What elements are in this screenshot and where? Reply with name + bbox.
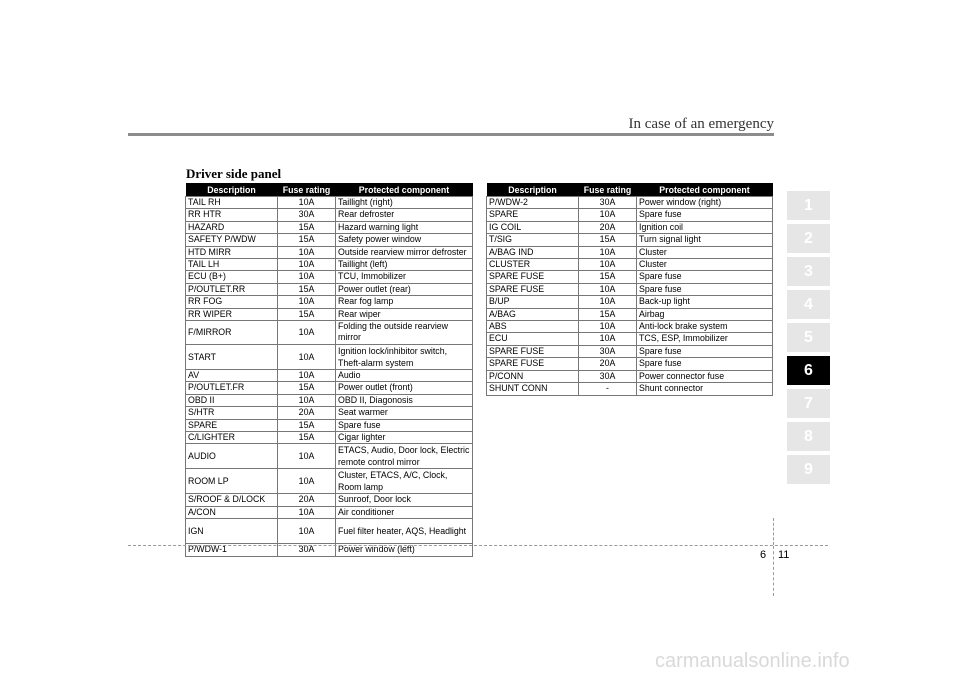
- fuse-rating: 10A: [278, 344, 336, 369]
- table-row: [487, 234, 773, 246]
- fuse-description: SPARE FUSE: [487, 283, 579, 295]
- table-row: [186, 431, 473, 443]
- protected-component: Spare fuse: [637, 209, 773, 221]
- protected-component: Taillight (right): [336, 197, 473, 209]
- fuse-description: CLUSTER: [487, 259, 579, 271]
- footer-vertical-divider-bottom: [773, 546, 774, 596]
- column-header-description: Description: [487, 183, 579, 197]
- table-row: [186, 519, 473, 544]
- fuse-rating: 10A: [278, 259, 336, 271]
- protected-component: Fuel filter heater, AQS, Headlight: [336, 519, 473, 544]
- table-row: [487, 271, 773, 283]
- fuse-description: IGN: [186, 519, 278, 544]
- fuse-description: ABS: [487, 321, 579, 333]
- chapter-tab-2[interactable]: 2: [787, 224, 830, 253]
- fuse-rating: 15A: [278, 308, 336, 320]
- table-row: [487, 283, 773, 295]
- fuse-rating: 10A: [278, 506, 336, 518]
- fuse-rating: 30A: [278, 544, 336, 556]
- column-header-protected-component: Protected component: [336, 183, 473, 197]
- fuse-rating: 15A: [579, 271, 637, 283]
- fuse-rating: 10A: [579, 296, 637, 308]
- fuse-description: IG COIL: [487, 221, 579, 233]
- table-row: [186, 407, 473, 419]
- table-row: [186, 394, 473, 406]
- table-row: [186, 296, 473, 308]
- table-row: [487, 221, 773, 233]
- table-row: [487, 246, 773, 258]
- column-header-description: Description: [186, 183, 278, 197]
- protected-component: Power window (right): [637, 197, 773, 209]
- fuse-rating: 10A: [278, 197, 336, 209]
- chapter-tab-4[interactable]: 4: [787, 290, 830, 319]
- fuse-rating: 20A: [278, 407, 336, 419]
- fuse-description: HAZARD: [186, 221, 278, 233]
- fuse-description: START: [186, 344, 278, 369]
- table-row: [487, 259, 773, 271]
- fuse-rating: 10A: [278, 246, 336, 258]
- table-row: [186, 382, 473, 394]
- table-row: [186, 494, 473, 506]
- fuse-rating: 15A: [278, 431, 336, 443]
- chapter-tab-8[interactable]: 8: [787, 422, 830, 451]
- fuse-rating: 30A: [278, 209, 336, 221]
- fuse-description: A/BAG: [487, 308, 579, 320]
- fuse-description: B/UP: [487, 296, 579, 308]
- footer-divider: [128, 545, 828, 546]
- fuse-description: TAIL RH: [186, 197, 278, 209]
- protected-component: Spare fuse: [637, 283, 773, 295]
- protected-component: Turn signal light: [637, 234, 773, 246]
- table-row: [186, 234, 473, 246]
- fuse-rating: 30A: [579, 370, 637, 382]
- protected-component: Sunroof, Door lock: [336, 494, 473, 506]
- fuse-rating: 10A: [278, 271, 336, 283]
- fuse-description: S/HTR: [186, 407, 278, 419]
- fuse-rating: 10A: [278, 321, 336, 345]
- table-row: [186, 259, 473, 271]
- table-row: [487, 358, 773, 370]
- fuse-rating: 15A: [278, 234, 336, 246]
- fuse-rating: 20A: [278, 494, 336, 506]
- protected-component: Spare fuse: [637, 358, 773, 370]
- fuse-description: ECU: [487, 333, 579, 345]
- fuse-description: OBD II: [186, 394, 278, 406]
- footer-chapter-number: 6: [760, 549, 767, 561]
- fuse-description: C/LIGHTER: [186, 431, 278, 443]
- protected-component: Shunt connector: [637, 383, 773, 395]
- fuse-description: A/CON: [186, 506, 278, 518]
- table-row: [487, 321, 773, 333]
- fuse-rating: 15A: [579, 308, 637, 320]
- table-row: [186, 246, 473, 258]
- fuse-rating: -: [579, 383, 637, 395]
- fuse-rating: 10A: [579, 209, 637, 221]
- watermark: carmanualsonline.info: [655, 650, 850, 672]
- table-row: [186, 506, 473, 518]
- fuse-rating: 10A: [278, 444, 336, 469]
- fuse-description: RR HTR: [186, 209, 278, 221]
- fuse-description: SAFETY P/WDW: [186, 234, 278, 246]
- fuse-rating: 15A: [278, 283, 336, 295]
- fuse-description: SPARE: [186, 419, 278, 431]
- fuse-rating: 10A: [579, 283, 637, 295]
- header-divider: [128, 133, 774, 136]
- fuse-rating: 30A: [579, 345, 637, 357]
- protected-component: Spare fuse: [637, 271, 773, 283]
- protected-component: Power outlet (front): [336, 382, 473, 394]
- protected-component: Hazard warning light: [336, 221, 473, 233]
- fuse-rating: 15A: [278, 419, 336, 431]
- fuse-description: P/WDW-1: [186, 544, 278, 556]
- table-row: [186, 344, 473, 369]
- fuse-rating: 10A: [278, 519, 336, 544]
- fuse-description: P/OUTLET.FR: [186, 382, 278, 394]
- fuse-rating: 10A: [579, 321, 637, 333]
- fuse-description: AUDIO: [186, 444, 278, 469]
- protected-component: Rear wiper: [336, 308, 473, 320]
- protected-component: Rear fog lamp: [336, 296, 473, 308]
- fuse-description: SHUNT CONN: [487, 383, 579, 395]
- fuse-description: RR FOG: [186, 296, 278, 308]
- fuse-rating: 20A: [579, 358, 637, 370]
- table-row: [487, 296, 773, 308]
- protected-component: Cigar lighter: [336, 431, 473, 443]
- fuse-rating: 30A: [579, 197, 637, 209]
- fuse-description: SPARE FUSE: [487, 271, 579, 283]
- fuse-description: HTD MIRR: [186, 246, 278, 258]
- table-row: [186, 197, 473, 209]
- protected-component: Spare fuse: [336, 419, 473, 431]
- table-header-row: [186, 183, 473, 197]
- fuse-description: P/CONN: [487, 370, 579, 382]
- protected-component: Rear defroster: [336, 209, 473, 221]
- table-header-row: [487, 183, 773, 197]
- chapter-tab-5[interactable]: 5: [787, 323, 830, 352]
- table-row: [186, 221, 473, 233]
- protected-component: Power connector fuse: [637, 370, 773, 382]
- fuse-rating: 15A: [278, 221, 336, 233]
- column-header-protected-component: Protected component: [637, 183, 773, 197]
- protected-component: Air conditioner: [336, 506, 473, 518]
- table-row: [186, 444, 473, 469]
- table-row: [186, 271, 473, 283]
- fuse-description: ECU (B+): [186, 271, 278, 283]
- fuse-description: TAIL LH: [186, 259, 278, 271]
- fuse-rating: 10A: [278, 394, 336, 406]
- section-title: Driver side panel: [186, 166, 282, 181]
- protected-component: Seat warmer: [336, 407, 473, 419]
- table-row: [186, 369, 473, 381]
- fuse-description: P/OUTLET.RR: [186, 283, 278, 295]
- chapter-tab-6[interactable]: 6: [787, 356, 830, 385]
- table-row: [186, 283, 473, 295]
- fuse-description: RR WIPER: [186, 308, 278, 320]
- footer-vertical-divider-top: [773, 518, 774, 545]
- protected-component: TCS, ESP, Immobilizer: [637, 333, 773, 345]
- chapter-tab-1[interactable]: 1: [787, 191, 830, 220]
- fuse-description: AV: [186, 369, 278, 381]
- protected-component: Power outlet (rear): [336, 283, 473, 295]
- table-row: [487, 333, 773, 345]
- protected-component: Cluster: [637, 246, 773, 258]
- fuse-description: SPARE: [487, 209, 579, 221]
- fuse-description: A/BAG IND: [487, 246, 579, 258]
- table-row: [186, 419, 473, 431]
- protected-component: TCU, Immobilizer: [336, 271, 473, 283]
- protected-component: Safety power window: [336, 234, 473, 246]
- table-row: [487, 209, 773, 221]
- protected-component: Airbag: [637, 308, 773, 320]
- protected-component: Ignition coil: [637, 221, 773, 233]
- protected-component: Audio: [336, 369, 473, 381]
- protected-component: Back-up light: [637, 296, 773, 308]
- protected-component: OBD II, Diagonosis: [336, 394, 473, 406]
- table-row: [487, 345, 773, 357]
- column-header-fuse-rating: Fuse rating: [579, 183, 637, 197]
- protected-component: Spare fuse: [637, 345, 773, 357]
- column-header-fuse-rating: Fuse rating: [278, 183, 336, 197]
- protected-component: Cluster: [637, 259, 773, 271]
- table-row: [186, 308, 473, 320]
- table-row: [186, 469, 473, 494]
- fuse-rating: 10A: [278, 296, 336, 308]
- protected-component: Ignition lock/inhibitor switch, Theft-alarm system: [336, 344, 473, 369]
- protected-component: Taillight (left): [336, 259, 473, 271]
- fuse-description: T/SIG: [487, 234, 579, 246]
- page-header-title: In case of an emergency: [628, 116, 774, 132]
- fuse-description: SPARE FUSE: [487, 345, 579, 357]
- fuse-description: ROOM LP: [186, 469, 278, 494]
- table-row: [487, 308, 773, 320]
- table-row: [487, 383, 773, 395]
- fuse-table-right: [486, 183, 773, 396]
- fuse-rating: 10A: [579, 259, 637, 271]
- chapter-tab-7[interactable]: 7: [787, 389, 830, 418]
- chapter-tab-3[interactable]: 3: [787, 257, 830, 286]
- fuse-table-left: [185, 183, 473, 557]
- protected-component: Outside rearview mirror defroster: [336, 246, 473, 258]
- protected-component: Anti-lock brake system: [637, 321, 773, 333]
- table-row: [487, 197, 773, 209]
- protected-component: Cluster, ETACS, A/C, Clock, Room lamp: [336, 469, 473, 494]
- protected-component: Power window (left): [336, 544, 473, 556]
- fuse-rating: 10A: [278, 469, 336, 494]
- fuse-description: SPARE FUSE: [487, 358, 579, 370]
- fuse-rating: 15A: [278, 382, 336, 394]
- fuse-rating: 10A: [278, 369, 336, 381]
- protected-component: Folding the outside rearview mirror: [336, 321, 473, 345]
- fuse-description: P/WDW-2: [487, 197, 579, 209]
- chapter-tabs: [787, 191, 830, 488]
- fuse-description: S/ROOF & D/LOCK: [186, 494, 278, 506]
- table-row: [487, 370, 773, 382]
- table-row: [186, 209, 473, 221]
- fuse-rating: 20A: [579, 221, 637, 233]
- protected-component: ETACS, Audio, Door lock, Electric remote control mirror: [336, 444, 473, 469]
- fuse-rating: 15A: [579, 234, 637, 246]
- footer-page-number: 11: [778, 549, 790, 561]
- fuse-rating: 10A: [579, 333, 637, 345]
- fuse-description: F/MIRROR: [186, 321, 278, 345]
- chapter-tab-9[interactable]: 9: [787, 455, 830, 484]
- table-row: [186, 321, 473, 345]
- fuse-rating: 10A: [579, 246, 637, 258]
